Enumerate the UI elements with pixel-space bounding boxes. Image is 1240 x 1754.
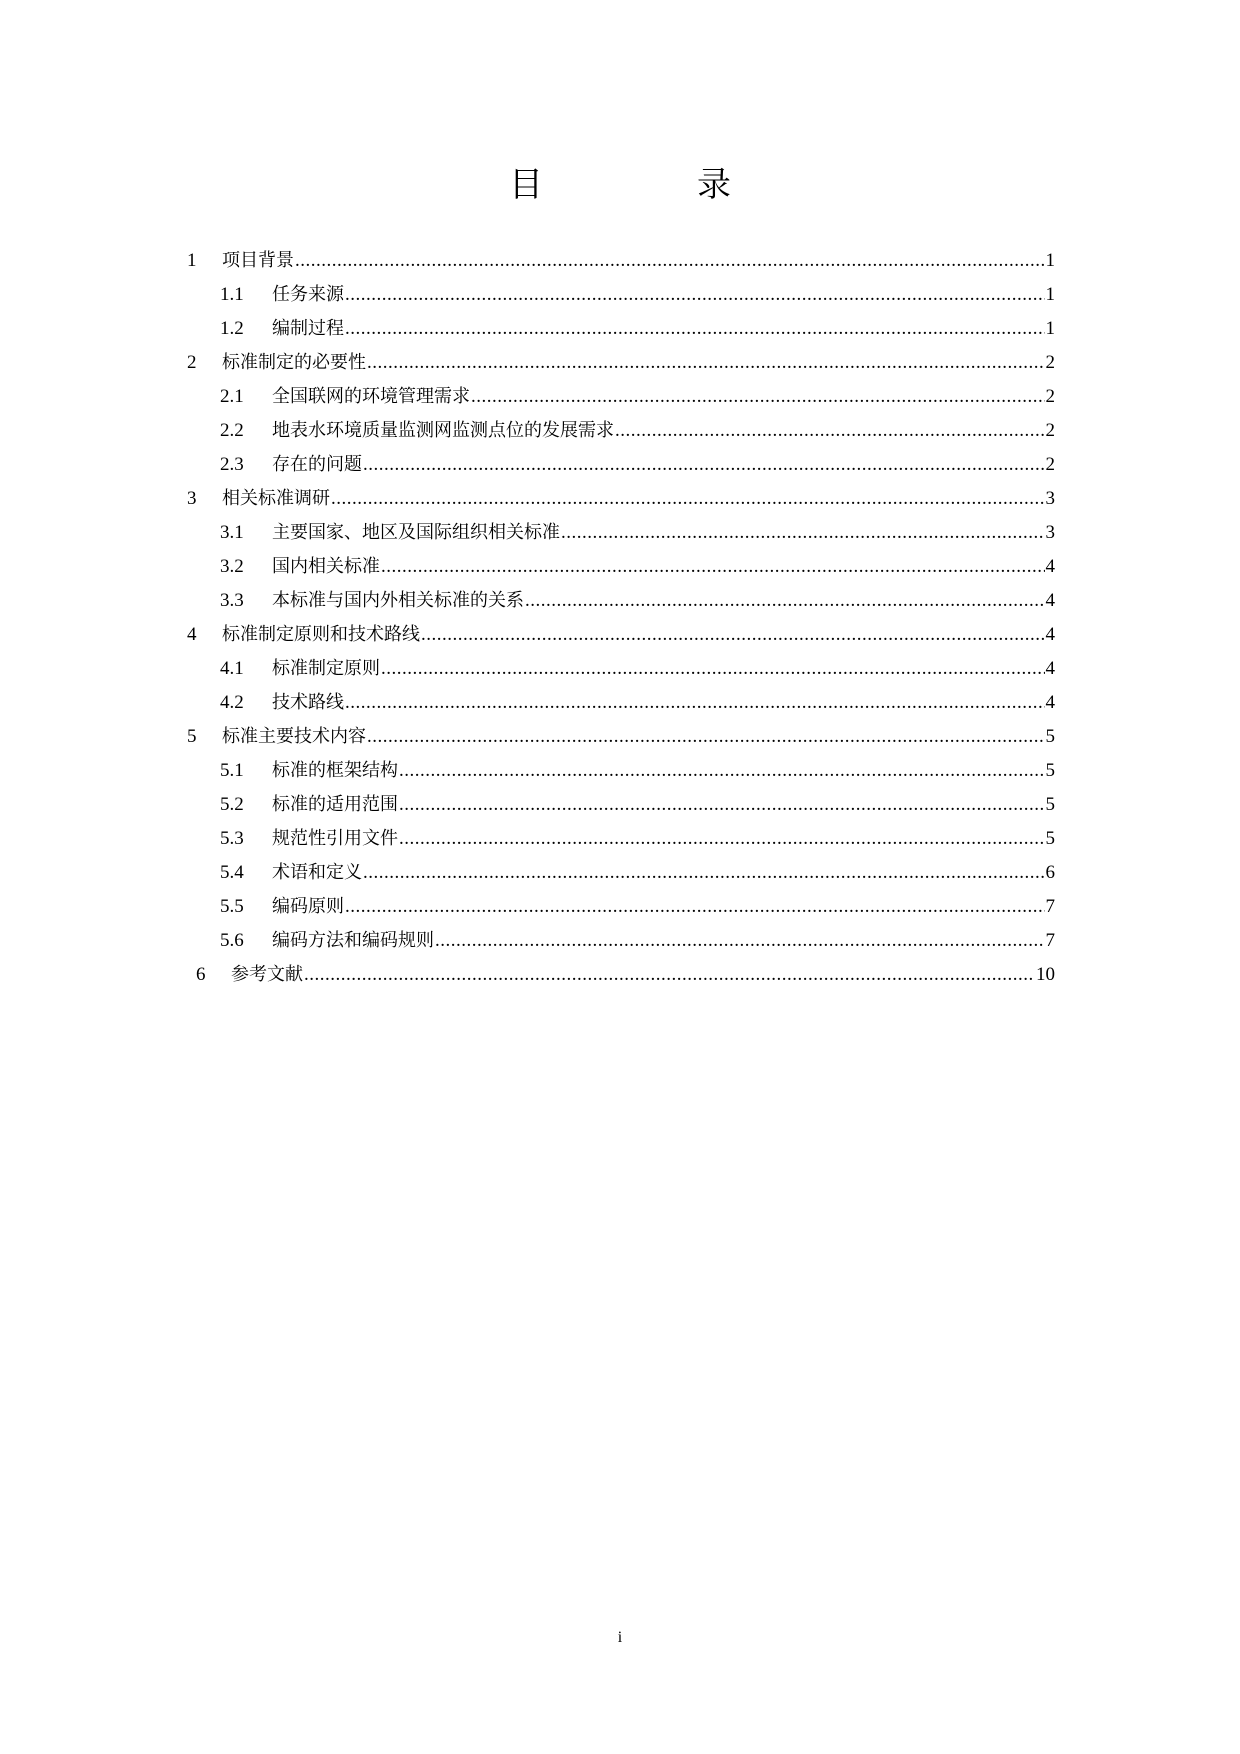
toc-dot-leader [345, 890, 1045, 924]
toc-entry-label: 主要国家、地区及国际组织相关标准 [272, 522, 560, 543]
toc-entry[interactable] [0, 380, 1240, 414]
toc-entry-page-number: 7 [1045, 930, 1055, 951]
toc-dot-leader [345, 278, 1045, 312]
toc-entry-page-number: 4 [1045, 658, 1055, 679]
toc-entry-page-number: 2 [1045, 386, 1055, 407]
toc-entry-number: 5.4 [220, 862, 244, 883]
toc-entry-number: 3 [187, 488, 197, 509]
toc-entry[interactable] [0, 652, 1240, 686]
toc-entry-page-number: 3 [1045, 488, 1055, 509]
toc-entry-label: 编码原则 [272, 896, 344, 917]
toc-dot-leader [421, 618, 1045, 652]
toc-entry-number: 5.2 [220, 794, 244, 815]
toc-dot-leader [435, 924, 1045, 958]
toc-entry[interactable] [0, 312, 1240, 346]
toc-entry[interactable] [0, 278, 1240, 312]
toc-entry[interactable] [0, 924, 1240, 958]
toc-dot-leader [295, 244, 1045, 278]
toc-dot-leader [363, 448, 1045, 482]
toc-entry-number: 2.1 [220, 386, 244, 407]
toc-entry-number: 6 [196, 964, 206, 985]
toc-entry-number: 2.3 [220, 454, 244, 475]
toc-entry-page-number: 5 [1045, 760, 1055, 781]
toc-entry-page-number: 5 [1045, 828, 1055, 849]
toc-dot-leader [399, 754, 1045, 788]
toc-entry[interactable] [0, 754, 1240, 788]
toc-entry-page-number: 6 [1045, 862, 1055, 883]
toc-dot-leader [367, 720, 1045, 754]
toc-entry-number: 1.1 [220, 284, 244, 305]
toc-entry-page-number: 4 [1045, 692, 1055, 713]
toc-entry-number: 5.5 [220, 896, 244, 917]
toc-entry-label: 编制过程 [272, 318, 344, 339]
toc-entry-number: 3.3 [220, 590, 244, 611]
toc-dot-leader [399, 822, 1045, 856]
toc-entry-number: 2.2 [220, 420, 244, 441]
toc-entry-label: 术语和定义 [272, 862, 362, 883]
toc-entry-page-number: 1 [1045, 318, 1055, 339]
toc-dot-leader [561, 516, 1045, 550]
toc-entry-page-number: 2 [1045, 454, 1055, 475]
toc-entry-number: 2 [187, 352, 197, 373]
toc-entry-page-number: 3 [1045, 522, 1055, 543]
toc-entry-page-number: 5 [1045, 794, 1055, 815]
toc-entry-number: 4.2 [220, 692, 244, 713]
toc-entry-label: 任务来源 [272, 284, 344, 305]
toc-dot-leader [381, 652, 1045, 686]
toc-entry-label: 技术路线 [272, 692, 344, 713]
toc-dot-leader [525, 584, 1045, 618]
toc-entry-number: 4.1 [220, 658, 244, 679]
toc-dot-leader [399, 788, 1045, 822]
toc-entry-label: 地表水环境质量监测网监测点位的发展需求 [272, 420, 614, 441]
toc-dot-leader [471, 380, 1045, 414]
toc-entry[interactable] [0, 414, 1240, 448]
toc-entry-label: 标准制定的必要性 [222, 352, 366, 373]
toc-entry[interactable] [0, 482, 1240, 516]
toc-entry-number: 5 [187, 726, 197, 747]
toc-entry[interactable] [0, 958, 1240, 992]
toc-entry-page-number: 4 [1045, 556, 1055, 577]
toc-dot-leader [381, 550, 1045, 584]
page-title: 目 录 [509, 165, 791, 205]
toc-entry-page-number: 7 [1045, 896, 1055, 917]
toc-entry-number: 4 [187, 624, 197, 645]
toc-dot-leader [615, 414, 1045, 448]
toc-entry[interactable] [0, 550, 1240, 584]
toc-entry-label: 编码方法和编码规则 [272, 930, 434, 951]
toc-dot-leader [331, 482, 1045, 516]
toc-entry[interactable] [0, 448, 1240, 482]
toc-entry[interactable] [0, 618, 1240, 652]
toc-entry[interactable] [0, 890, 1240, 924]
toc-entry[interactable] [0, 584, 1240, 618]
toc-entry-label: 标准主要技术内容 [222, 726, 366, 747]
toc-entry-number: 1.2 [220, 318, 244, 339]
table-of-contents [0, 244, 1240, 992]
toc-entry[interactable] [0, 686, 1240, 720]
toc-entry-label: 存在的问题 [272, 454, 362, 475]
toc-entry[interactable] [0, 720, 1240, 754]
toc-entry-label: 本标准与国内外相关标准的关系 [272, 590, 524, 611]
toc-dot-leader [304, 958, 1035, 992]
toc-entry-number: 5.3 [220, 828, 244, 849]
toc-entry-label: 标准的适用范围 [272, 794, 398, 815]
toc-entry-page-number: 10 [1036, 964, 1055, 985]
toc-entry-page-number: 4 [1045, 590, 1055, 611]
toc-entry-label: 规范性引用文件 [272, 828, 398, 849]
toc-entry-page-number: 4 [1045, 624, 1055, 645]
toc-dot-leader [345, 686, 1045, 720]
toc-entry[interactable] [0, 856, 1240, 890]
toc-entry-label: 全国联网的环境管理需求 [272, 386, 470, 407]
toc-entry-page-number: 1 [1045, 250, 1055, 271]
toc-entry[interactable] [0, 346, 1240, 380]
toc-dot-leader [345, 312, 1045, 346]
toc-entry-page-number: 2 [1045, 420, 1055, 441]
toc-dot-leader [367, 346, 1045, 380]
toc-entry-label: 参考文献 [231, 964, 303, 985]
toc-entry-number: 5.6 [220, 930, 244, 951]
toc-entry-page-number: 2 [1045, 352, 1055, 373]
toc-entry-page-number: 5 [1045, 726, 1055, 747]
page-number: i [617, 1629, 623, 1646]
toc-entry-label: 标准的框架结构 [272, 760, 398, 781]
toc-entry-label: 标准制定原则和技术路线 [222, 624, 420, 645]
toc-entry-label: 国内相关标准 [272, 556, 380, 577]
toc-entry-number: 3.1 [220, 522, 244, 543]
toc-entry-number: 5.1 [220, 760, 244, 781]
toc-entry[interactable] [0, 822, 1240, 856]
toc-entry[interactable] [0, 244, 1240, 278]
toc-entry-label: 标准制定原则 [272, 658, 380, 679]
toc-entry[interactable] [0, 788, 1240, 822]
toc-entry[interactable] [0, 516, 1240, 550]
toc-entry-page-number: 1 [1045, 284, 1055, 305]
toc-entry-number: 3.2 [220, 556, 244, 577]
toc-entry-number: 1 [187, 250, 197, 271]
toc-entry-label: 项目背景 [222, 250, 294, 271]
toc-dot-leader [363, 856, 1045, 890]
toc-entry-label: 相关标准调研 [222, 488, 330, 509]
